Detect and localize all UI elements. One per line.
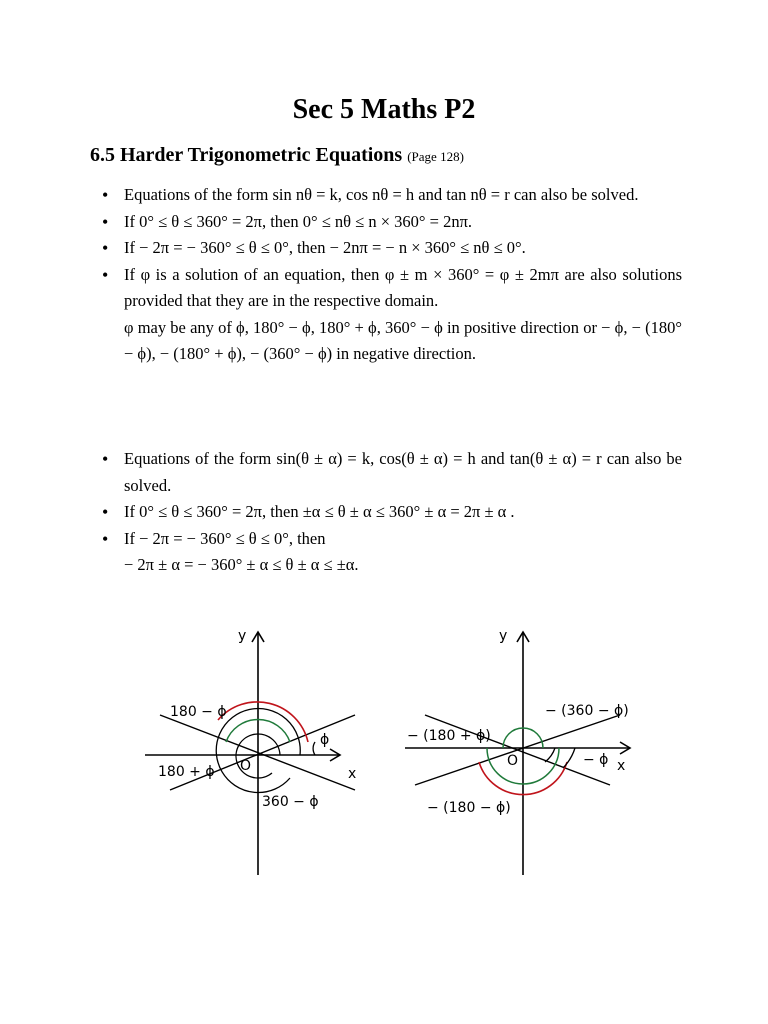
label-phi: ϕ [320,732,330,748]
origin-label: O [507,753,519,769]
list-item: • If − 2π = − 360° ≤ θ ≤ 0°, then − 2nπ = − n × 360° ≤ nθ ≤ 0°. [100,235,682,262]
arc-red [218,702,308,742]
x-axis-label: x [348,766,357,782]
page-reference: (Page 128) [407,149,464,164]
label-360-minus-phi: 360 − ϕ [262,794,319,810]
list-item: • If − 2π = − 360° ≤ θ ≤ 0°, then [100,526,682,553]
line-positive-slope [415,715,620,785]
list-item-continuation: φ may be any of ϕ, 180° − ϕ, 180° + ϕ, 360° − ϕ in positive direction or − ϕ, − (180° − ϕ), − (180° + ϕ), − (360° − ϕ) in negative direction. [124,317,682,363]
label-neg-180-minus-phi: − (180 − ϕ) [427,800,511,816]
label-neg-phi: − ϕ [583,752,609,768]
section-heading-text: 6.5 Harder Trigonometric Equations [90,144,403,166]
angle-diagram-left [140,620,380,880]
page-title: Sec 5 Maths P2 [292,94,476,125]
bullet-list-1 [100,182,682,368]
section-heading [90,144,464,167]
y-axis-label: y [499,628,508,644]
arc-phi [313,742,315,755]
label-neg-180-plus-phi: − (180 + ϕ) [407,728,491,744]
list-item: • Equations of the form sin nθ = k, cos nθ = h and tan nθ = r can also be solved. [100,182,682,209]
label-180-minus-phi: 180 − ϕ [170,704,227,720]
arc-neg-phi [545,748,555,762]
label-neg-360-minus-phi: − (360 − ϕ) [545,703,629,719]
list-item: • If φ is a solution of an equation, then φ ± m × 360° = φ ± 2mπ are also solutions provided that they are in the respective domain. [100,262,682,315]
list-item: • If 0° ≤ θ ≤ 360° = 2π, then 0° ≤ nθ ≤ n × 360° = 2nπ. [100,209,682,236]
list-item: • If 0° ≤ θ ≤ 360° = 2π, then ±α ≤ θ ± α ≤ 360° ± α = 2π ± α . [100,499,682,526]
arc-neg-phi-outer [563,748,575,768]
list-item: • Equations of the form sin(θ ± α) = k, cos(θ ± α) = h and tan(θ ± α) = r can also be solved. [100,446,682,499]
label-180-plus-phi: 180 + ϕ [158,764,215,780]
list-item-continuation: − 2π ± α = − 360° ± α ≤ θ ± α ≤ ±α. [124,555,359,574]
bullet-list-2 [100,446,682,579]
y-axis-label: y [238,628,247,644]
angle-diagram-right [395,620,660,880]
x-axis-label: x [617,758,626,774]
origin-label: O [240,758,252,774]
